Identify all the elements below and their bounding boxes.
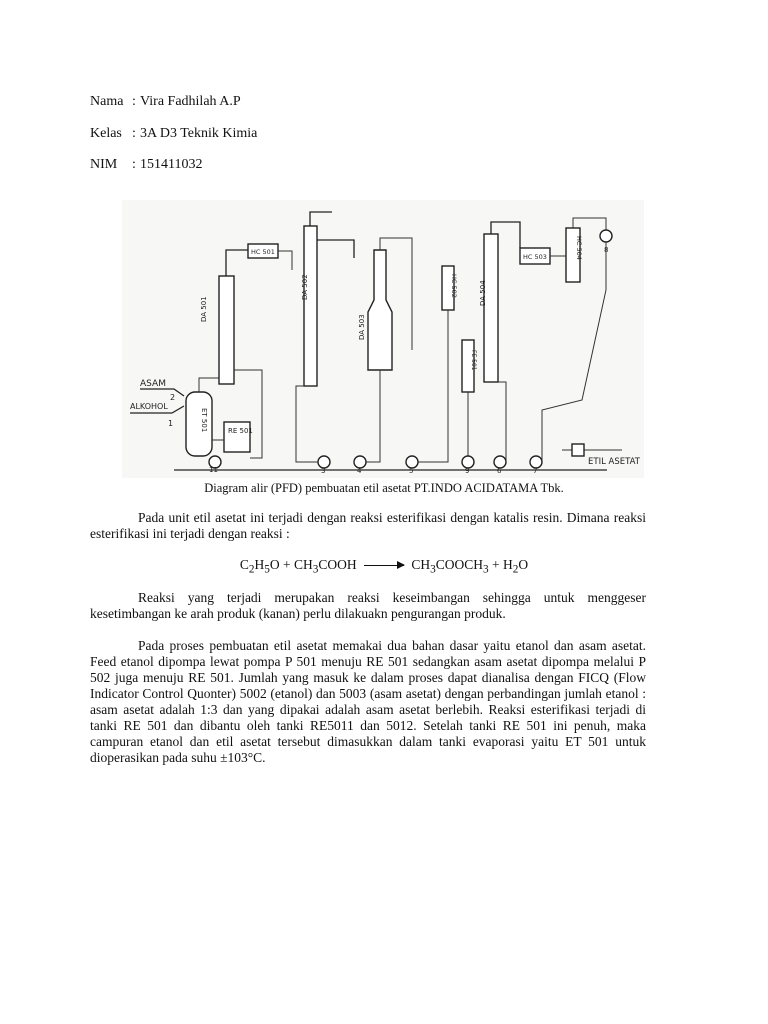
eq-r1-b: H bbox=[254, 557, 265, 572]
kelas-value: 3A D3 Teknik Kimia bbox=[140, 126, 258, 141]
eq-p1-sub2: 3 bbox=[483, 563, 489, 576]
eq-r2-sub1: 3 bbox=[312, 563, 319, 576]
nim-separator: : bbox=[132, 157, 136, 172]
pump-8-label: 8 bbox=[604, 246, 609, 254]
reaction-arrow-icon bbox=[364, 565, 404, 566]
eq-plus-1: + bbox=[282, 557, 291, 572]
eq-p1-b: COOCH bbox=[435, 557, 484, 572]
da503-label: DA 503 bbox=[358, 314, 366, 340]
da504-label: DA 504 bbox=[479, 280, 487, 306]
re501-label: RE 501 bbox=[228, 427, 253, 435]
da504-column bbox=[484, 234, 498, 382]
header-nama-row bbox=[90, 93, 241, 111]
eq-r2-a: CH bbox=[293, 557, 313, 572]
eq-p2-b: O bbox=[518, 557, 529, 572]
da501-column bbox=[219, 276, 234, 384]
pump-11-label: 11 bbox=[209, 466, 218, 474]
stream-2-label: 2 bbox=[170, 393, 176, 402]
eq-reactant-1 bbox=[239, 557, 280, 576]
nim-label: NIM bbox=[90, 157, 118, 172]
eq-product-1 bbox=[411, 557, 489, 576]
reaction-equation bbox=[0, 557, 768, 578]
eq-r1-c: O bbox=[269, 557, 280, 572]
pump-6-label: 6 bbox=[497, 467, 502, 475]
nim-value: 151411032 bbox=[140, 157, 203, 172]
header-kelas-row bbox=[90, 125, 257, 143]
paragraph-1: Pada unit etil asetat ini terjadi dengan reaksi esterifikasi dengan katalis resin. Dimana reaksi esterifikasi ini terjadi dengan reaksi : bbox=[90, 510, 646, 541]
header-nim-row bbox=[90, 156, 202, 174]
eq-r1-a: C bbox=[239, 557, 249, 572]
product-cooler bbox=[572, 444, 584, 456]
pump-8 bbox=[600, 230, 612, 242]
pump-3-label: 3 bbox=[321, 467, 326, 475]
da502-column bbox=[304, 226, 317, 386]
hc504-label: HC 504 bbox=[575, 236, 583, 260]
eq-p1-a: CH bbox=[411, 557, 431, 572]
hc501-label: HC 501 bbox=[251, 248, 275, 256]
paragraph-3: Pada proses pembuatan etil asetat memakai dua bahan dasar yaitu etanol dan asam asetat. Feed etanol dipompa lewat pompa P 501 menuju RE 501 sedangkan asam asetat dipompa melalui P 502 juga menuju RE 501. Jumlah yang masuk ke dalam proses dapat dianalisa dengan FICQ (Flow Indicator Control Quonter) 5002 (etanol) dan 5003 (asam asetat) dengan perbandingan jumlah etanol : asam asetat adalah 1:3 dan yang dipakai adalah asam asetat berlebih. Reaksi esterifikasi terjadi di tanki RE 501 dan dibantu oleh tanki RE5011 dan 5012. Setelah tanki RE 501 ini penuh, maka campuran etanol dan etil asetat tersebut dimasukkan dalam tanki evaporasi yaitu ET 501 untuk dioperasikan pada suhu ±103°C. bbox=[90, 638, 646, 765]
eq-reactant-2 bbox=[293, 557, 357, 576]
stream-1-label: 1 bbox=[168, 419, 174, 428]
da502-label: DA 502 bbox=[301, 274, 309, 300]
eq-r1-sub2: 5 bbox=[264, 563, 270, 576]
etil-asetat-label: ETIL ASETAT bbox=[588, 457, 640, 467]
pfd-drawing bbox=[122, 200, 644, 478]
eq-r2-b: COOH bbox=[318, 557, 357, 572]
et501-label: ET 501 bbox=[200, 408, 208, 433]
da501-label: DA 501 bbox=[200, 296, 208, 322]
hc502-label: HC 502 bbox=[450, 274, 458, 298]
kelas-label: Kelas bbox=[90, 126, 122, 141]
nama-separator: : bbox=[132, 94, 136, 109]
process-flow-diagram bbox=[122, 200, 644, 478]
fe501-label: FE 501 bbox=[470, 350, 477, 371]
eq-p2-sub1: 2 bbox=[512, 563, 519, 576]
kelas-separator: : bbox=[132, 126, 136, 141]
nama-label: Nama bbox=[90, 94, 124, 109]
eq-r1-sub1: 2 bbox=[248, 563, 255, 576]
asam-label: ASAM bbox=[140, 379, 166, 389]
hc503-label: HC 503 bbox=[523, 253, 547, 261]
eq-p1-sub1: 3 bbox=[430, 563, 436, 576]
eq-plus-2: + bbox=[492, 557, 500, 572]
eq-product-2 bbox=[503, 557, 529, 576]
eq-p2-a: H bbox=[503, 557, 513, 572]
pump-7-label: 7 bbox=[533, 467, 538, 475]
alkohol-label: ALKOHOL bbox=[130, 402, 168, 411]
nama-value: Vira Fadhilah A.P bbox=[140, 94, 241, 109]
figure-caption: Diagram alir (PFD) pembuatan etil asetat PT.INDO ACIDATAMA Tbk. bbox=[204, 481, 564, 495]
paragraph-2: Reaksi yang terjadi merupakan reaksi keseimbangan sehingga untuk menggeser kesetimbangan ke arah produk (kanan) perlu dilakuakn pengurangan produk. bbox=[90, 590, 646, 621]
pump-4-label: 4 bbox=[357, 467, 362, 475]
pump-9-label: 9 bbox=[465, 467, 470, 475]
pump-5-label: 5 bbox=[409, 467, 414, 475]
